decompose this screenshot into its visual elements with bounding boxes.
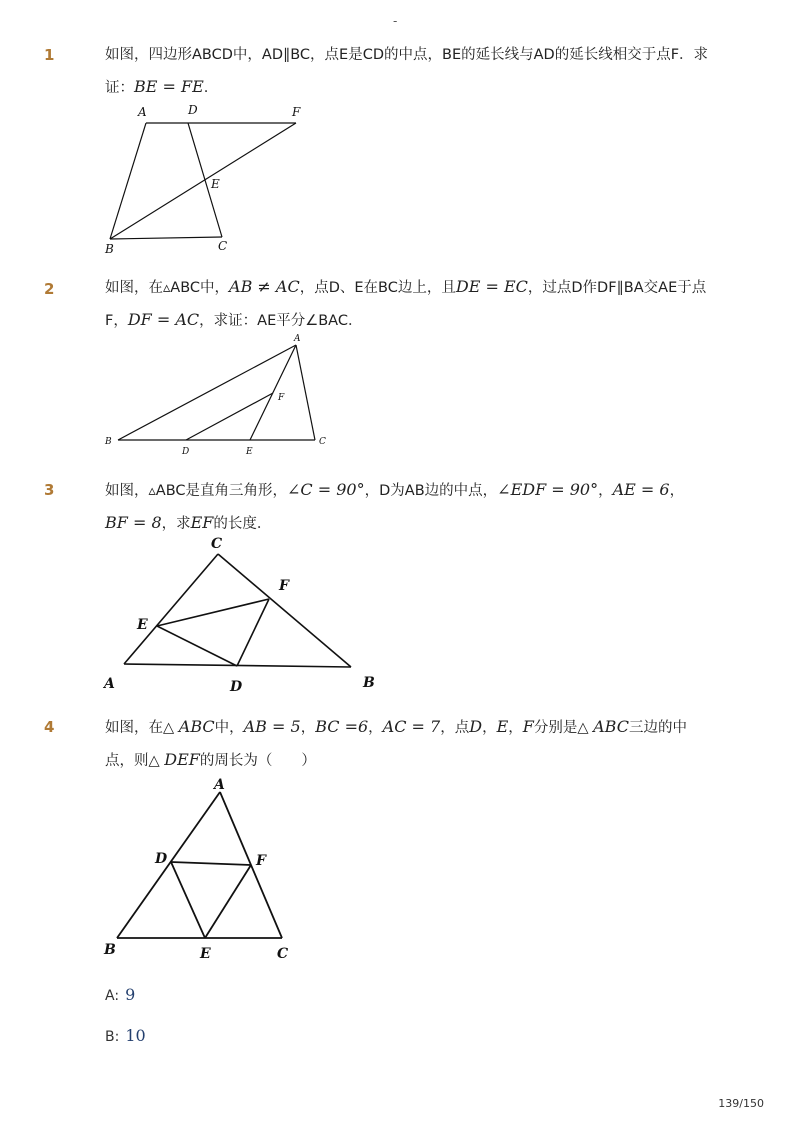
text-run: ，点 [440,720,470,736]
question-line [105,474,735,507]
option-label: A: [105,988,120,1004]
math-expression: DE = EC [455,277,528,296]
question-line [105,744,735,777]
text-run: 分别是△ [533,720,594,736]
math-expression: F [522,717,534,736]
option-value: 10 [125,1026,146,1045]
text-run: ， [368,720,383,736]
point-label: C [218,239,228,253]
text-run: 证： [105,80,134,96]
math-expression: ∠EDF = 90° [497,480,599,499]
option-value: 9 [125,985,136,1004]
text-run: 如图，▵ABC是直角三角形， [105,483,288,499]
figure-triangle-abc-midpoints [100,775,300,965]
point-label: A [138,105,147,119]
math-expression: E [496,717,509,736]
point-label: F [278,393,285,403]
question-text [105,711,735,777]
point-label: E [211,177,220,191]
text-run: ，求 [161,516,191,532]
point-label: C [211,536,223,552]
point-label: D [188,103,198,117]
question-number: 2 [44,280,55,298]
math-expression: D [469,717,483,736]
question-line [105,711,735,744]
text-run: ， [508,720,523,736]
point-label: F [256,853,266,869]
math-expression: BF = 8 [105,513,162,532]
question-line [105,271,735,304]
text-run: ， [669,483,685,499]
point-label: E [246,447,253,457]
text-run: 点，则△ [105,753,165,769]
math-expression: EF [190,513,214,532]
math-expression: ∠C = 90° [287,480,365,499]
segment-ab [117,792,220,938]
point-label: A [104,676,115,692]
point-label: E [200,946,211,962]
point-label: E [137,617,148,633]
figure-triangle-abc-2 [100,330,340,460]
point-label: B [363,675,375,691]
segment-ed [157,626,237,666]
point-label: B [105,242,114,256]
segment-ab [110,123,146,239]
point-label: F [292,105,301,119]
point-label: D [155,851,168,867]
page-indicator: 139/150 [718,1097,764,1110]
segment-ab [118,345,296,440]
point-label: D [230,679,243,695]
math-expression: BE = FE [134,77,204,96]
segment-ef [157,599,269,626]
text-run: ，过点D作DF∥BA交AE于点 [527,280,707,296]
text-run: ， [300,720,316,736]
segment-df [171,862,251,865]
point-label: A [214,777,225,793]
math-expression: AE = 6 [612,480,670,499]
segment-bf [110,123,296,239]
text-run: F， [105,313,128,329]
question-text [105,271,735,337]
figure-right-triangle-abc [100,530,390,700]
point-label: D [182,447,190,457]
question-number: 4 [44,718,55,736]
segment-cb [218,554,351,667]
segment-df [186,393,273,440]
text-run: 的长度． [213,516,272,532]
text-run: 如图，在▵ABC中， [105,280,230,296]
text-run: ，D为AB边的中点， [364,483,498,499]
segment-bc [110,237,222,239]
segment-fe [205,865,251,938]
text-run: 的周长为（ ） [199,753,316,769]
question-number: 3 [44,481,55,499]
text-run: 中， [214,720,244,736]
option-label: B: [105,1029,120,1045]
math-expression: AB ≠ AC [229,277,300,296]
point-label: F [279,578,289,594]
point-label: A [294,334,301,344]
question-number: 1 [44,46,55,64]
point-label: B [104,942,116,958]
segment-ac [124,554,218,664]
text-run: ，求证：AE平分∠BAC． [199,313,363,329]
math-expression: AC = 7 [382,717,441,736]
segment-de [171,862,205,938]
text-run: ， [482,720,497,736]
math-expression: AB = 5 [243,717,301,736]
answer-option-b[interactable] [105,1026,146,1045]
segment-ae [250,345,296,440]
text-run: ，点D、E在BC边上，且 [299,280,456,296]
text-run: 三边的中 [628,720,687,736]
segment-fd [237,599,269,666]
question-line: 如图，四边形ABCD中，AD∥BC，点E是CD的中点，BE的延长线与AD的延长线相交于点F．求 [105,47,709,63]
math-expression: ABC [593,717,629,736]
point-label: C [277,946,289,962]
segment-ac [296,345,315,440]
math-expression: DF = AC [127,310,200,329]
point-label: C [319,437,326,447]
text-run: 如图，在△ [105,720,179,736]
question-text [105,39,735,104]
figure-quadrilateral-abcd [100,100,320,260]
answer-option-a[interactable] [105,985,135,1004]
point-label: B [105,437,112,447]
math-expression: DEF [164,750,200,769]
math-expression: BC =6 [315,717,369,736]
math-expression: ABC [178,717,215,736]
header-mark: - [393,14,398,28]
text-run: . [203,80,209,96]
text-run: ， [598,483,613,499]
